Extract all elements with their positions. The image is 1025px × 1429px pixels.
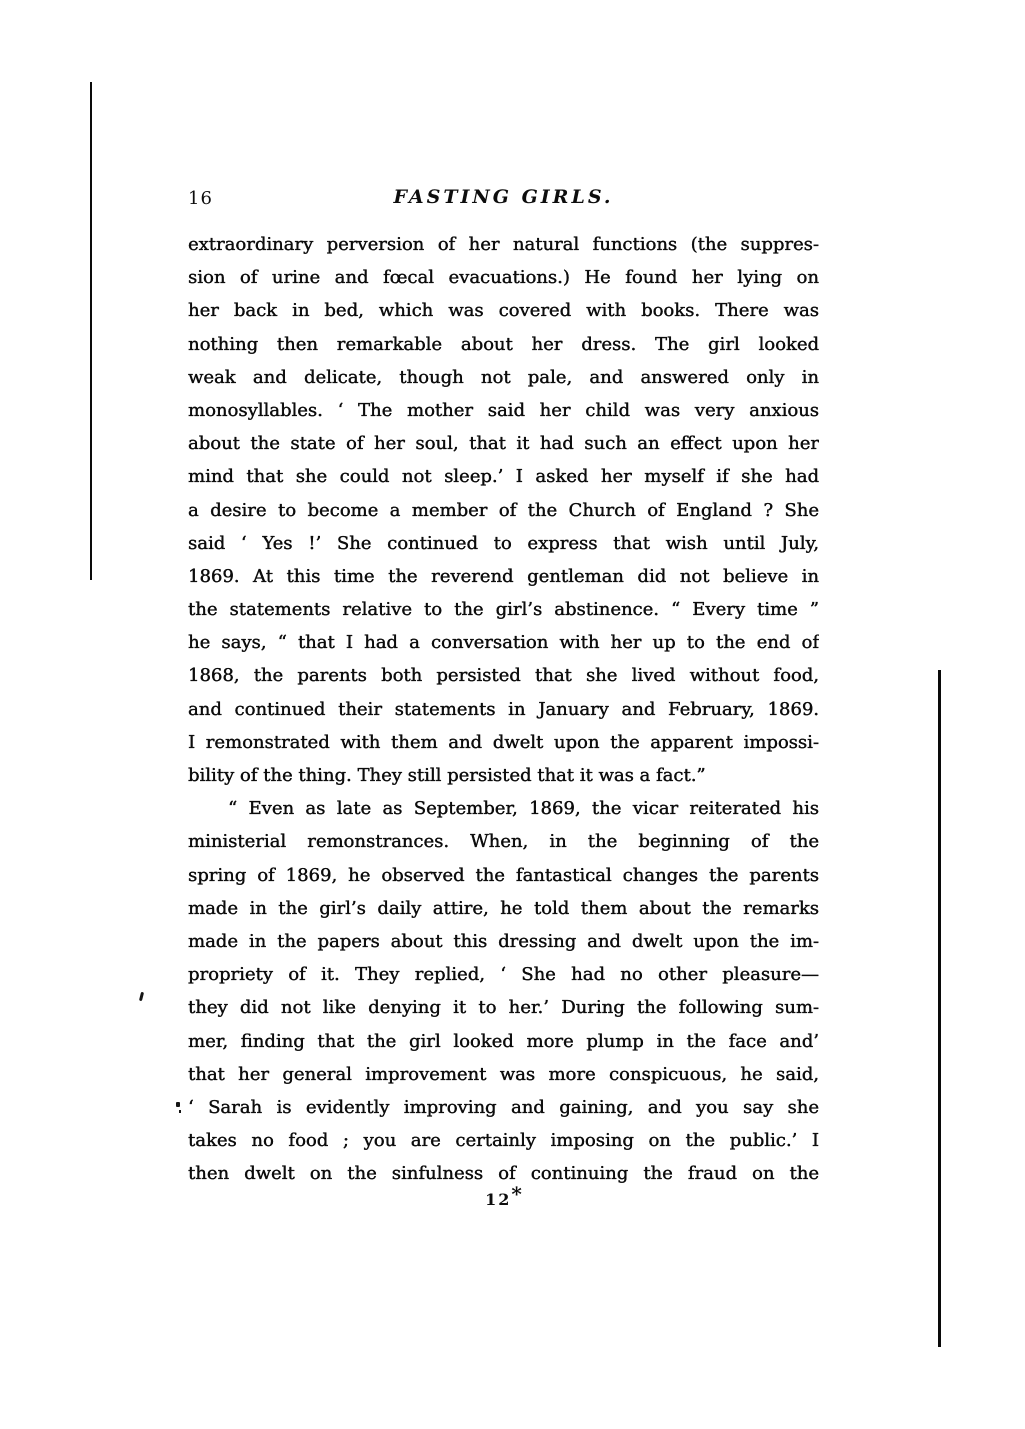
text-line: the statements relative to the girl’s abstinence. “ Every time ” — [188, 599, 819, 621]
body-text — [188, 228, 819, 1190]
text-line: mind that she could not sleep.’ I asked her myself if she had — [188, 466, 819, 488]
left-margin-rule — [90, 82, 92, 580]
text-line: I remonstrated with them and dwelt upon the apparent impossi- — [188, 731, 819, 753]
text-line: made in the papers about this dressing and dwelt upon the im- — [188, 930, 819, 952]
page-number: 16 — [188, 188, 213, 209]
text-line-paragraph-end: bility of the thing. They still persisted that it was a fact.” — [188, 765, 706, 786]
text-line: her back in bed, which was covered with books. There was — [188, 300, 819, 322]
text-line-paragraph-start: “ Even as late as September, 1869, the vicar reiterated his — [228, 798, 819, 820]
ink-speck — [176, 1102, 180, 1107]
running-head — [188, 186, 819, 214]
text-line: takes no food ; you are certainly imposing on the public.’ I — [188, 1130, 819, 1152]
text-line: then dwelt on the sinfulness of continuing the fraud on the — [188, 1163, 819, 1185]
text-line: spring of 1869, he observed the fantastical changes the parents — [188, 864, 819, 886]
text-line: ministerial remonstrances. When, in the beginning of the — [188, 831, 819, 853]
text-line: 1868, the parents both persisted that she lived without food, — [188, 665, 819, 687]
text-line: 1869. At this time the reverend gentleman did not believe in — [188, 565, 819, 587]
text-line: made in the girl’s daily attire, he told them about the remarks — [188, 897, 819, 919]
text-line: monosyllables. ‘ The mother said her child was very anxious — [188, 399, 819, 421]
text-line: ‘ Sarah is evidently improving and gaining, and you say she — [188, 1096, 819, 1118]
text-line: they did not like denying it to her.’ During the following sum- — [188, 997, 819, 1019]
text-line: propriety of it. They replied, ‘ She had no other pleasure— — [188, 964, 819, 986]
text-line: a desire to become a member of the Church of England ? She — [188, 499, 819, 521]
ink-speck — [139, 992, 144, 1001]
text-line: that her general improvement was more conspicuous, he said, — [188, 1063, 819, 1085]
signature-mark — [188, 1182, 819, 1210]
running-title: FASTING GIRLS. — [393, 186, 614, 208]
text-line: extraordinary perversion of her natural functions (the suppres- — [188, 234, 819, 255]
text-line: and continued their statements in January and February, 1869. — [188, 698, 819, 720]
text-line: nothing then remarkable about her dress. The girl looked — [188, 333, 819, 355]
text-line: weak and delicate, though not pale, and answered only in — [188, 366, 819, 388]
text-line: he says, “ that I had a conversation with her up to the end of — [188, 632, 819, 654]
right-margin-rule — [938, 670, 941, 1347]
text-line: about the state of her soul, that it had such an effect upon her — [188, 433, 819, 455]
signature-number: 12 — [485, 1190, 512, 1209]
text-line: mer, finding that the girl looked more plump in the face and’ — [188, 1030, 819, 1052]
text-line: sion of urine and fœcal evacuations.) He found her lying on — [188, 267, 819, 289]
asterisk-mark: * — [511, 1182, 522, 1206]
text-line: said ‘ Yes !’ She continued to express that wish until July, — [188, 532, 819, 554]
